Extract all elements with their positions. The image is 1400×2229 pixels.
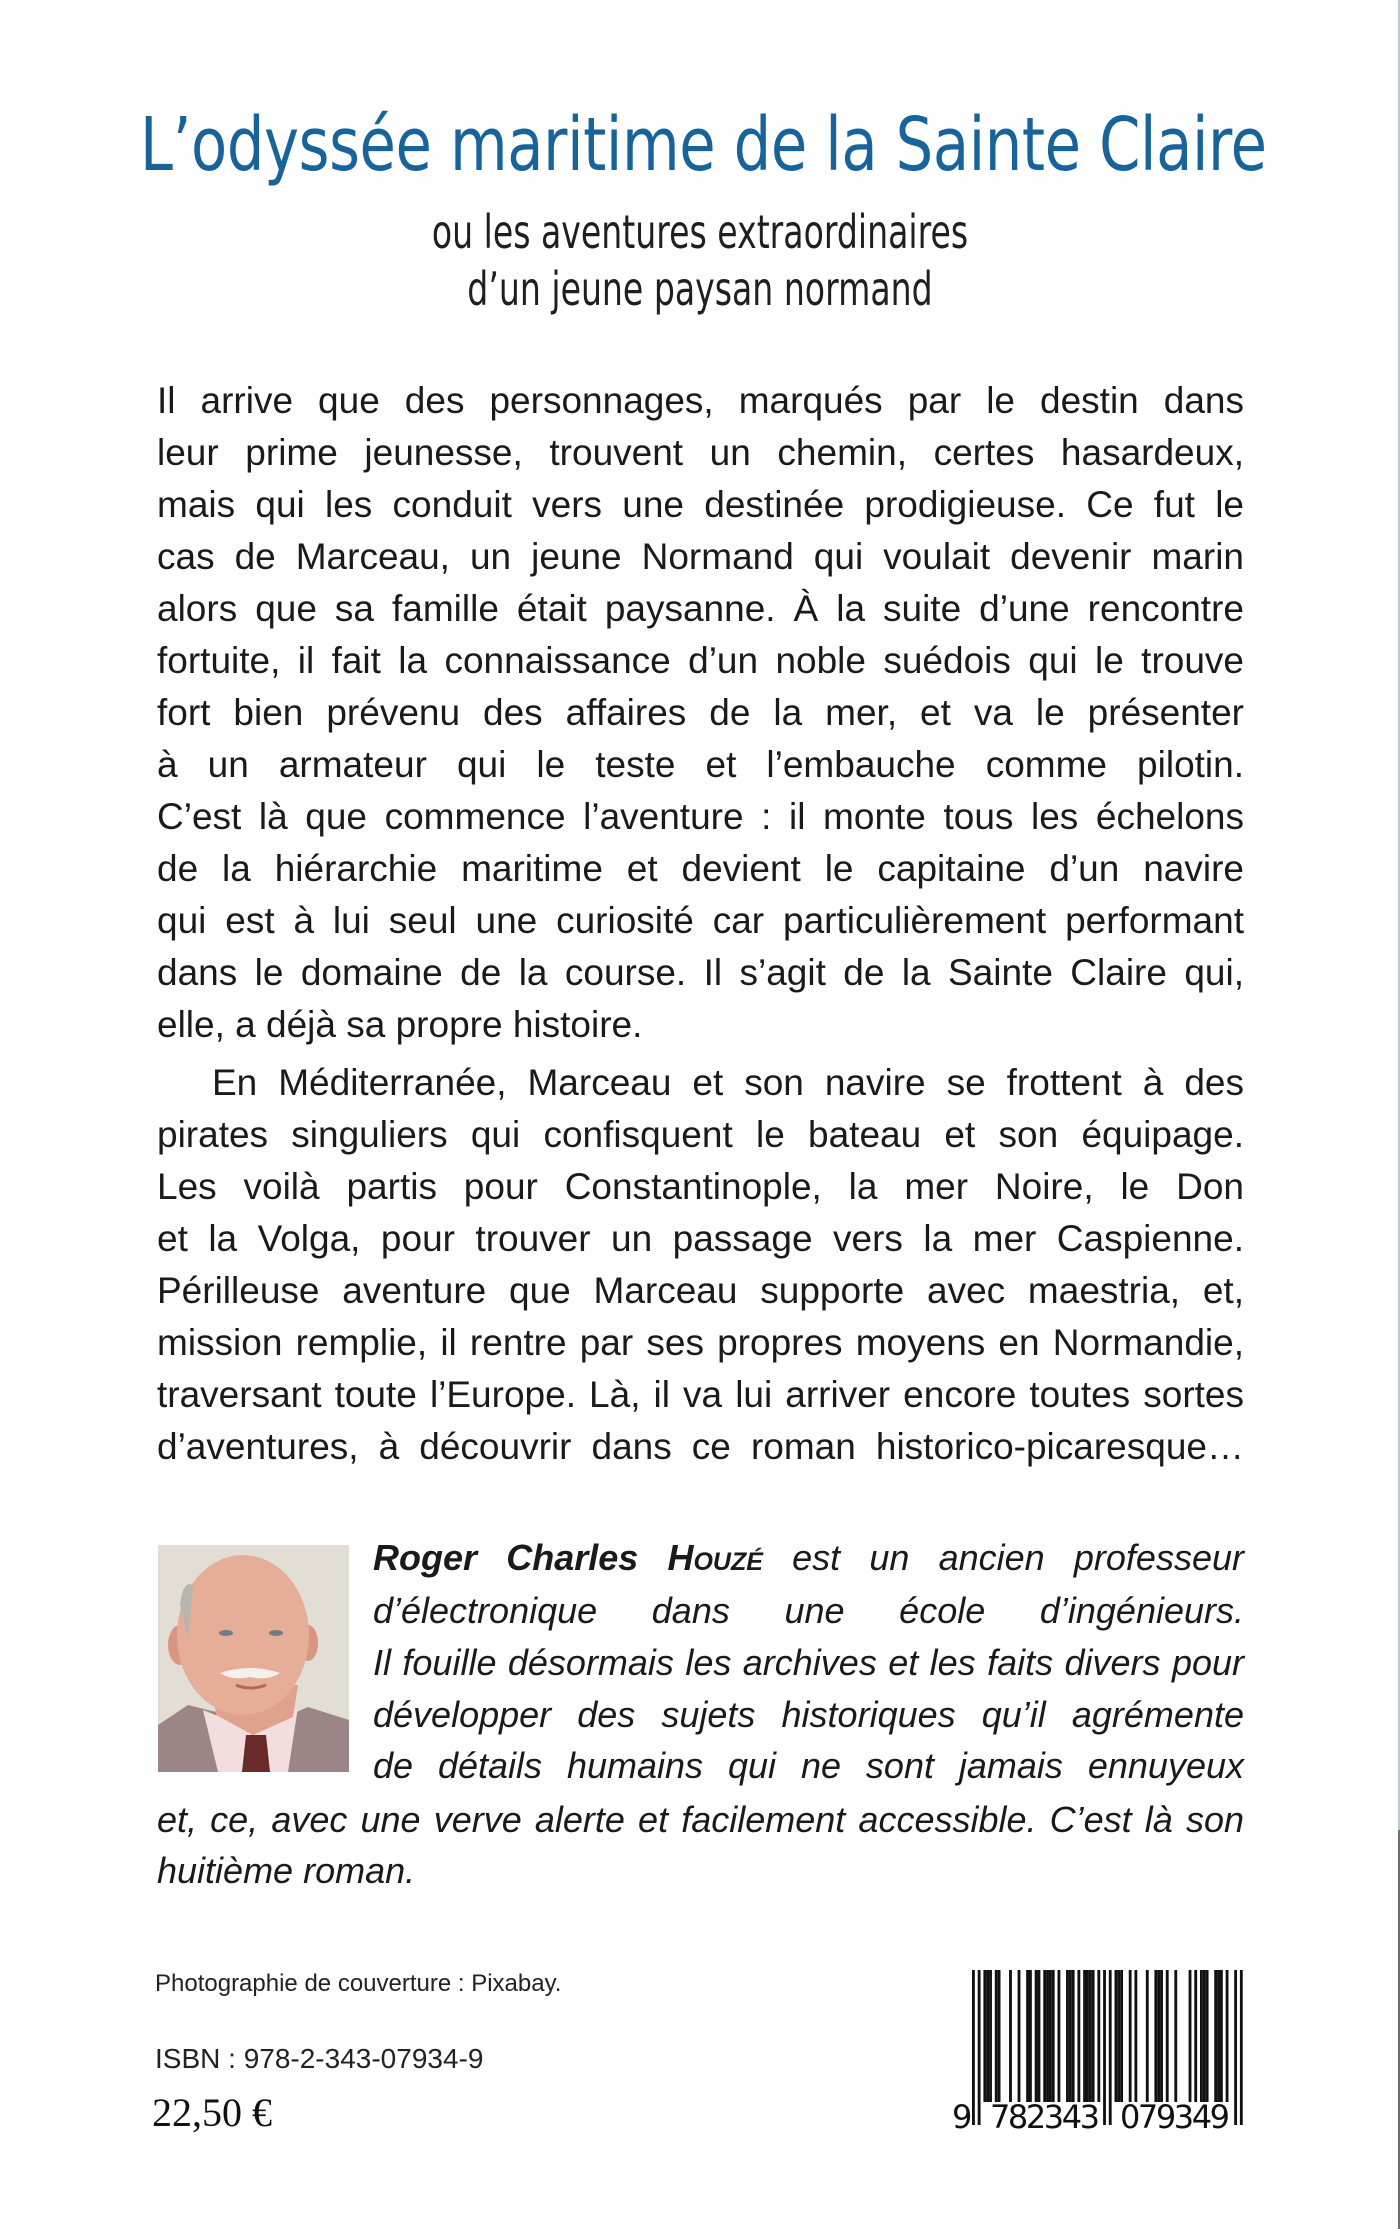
synopsis-line: à un armateur qui le teste et l’embauche comme pilotin. [157,744,1244,785]
author-bio-line: d’électronique dans une école d’ingénieurs. [373,1590,1244,1631]
svg-text:9: 9 [952,2098,973,2136]
author-bio-line: de détails humains qui ne sont jamais ennuyeux [373,1745,1244,1786]
author-name-first: Roger Charles [373,1537,639,1578]
book-title: L’odyssée maritime de la Sainte Claire [140,102,1267,188]
synopsis-line: et la Volga, pour trouver un passage vers la mer Caspienne. [157,1218,1244,1259]
author-photo [158,1545,349,1772]
barcode [950,1965,1250,2140]
price: 22,50 € [152,2090,272,2135]
photo-credit: Photographie de couverture : Pixabay. [155,1970,562,1997]
author-portrait-icon [158,1545,349,1772]
author-bio-line: et, ce, avec une verve alerte et facilement accessible. C’est là son [157,1799,1244,1840]
synopsis-line: Périlleuse aventure que Marceau supporte avec maestria, et, [157,1270,1244,1311]
book-subtitle-line-1: ou les aventures extraordinaires [431,205,969,259]
synopsis-line: Les voilà partis pour Constantinople, la mer Noire, le Don [157,1166,1244,1207]
synopsis-line: traversant toute l’Europe. Là, il va lui arriver encore toutes sortes [157,1374,1244,1415]
synopsis-line: elle, a déjà sa propre histoire. [157,1004,643,1045]
svg-text:079349: 079349 [1120,2098,1230,2136]
author-bio-text: est un ancien professeur [762,1537,1244,1578]
book-subtitle-line-2: d’un jeune paysan normand [467,262,933,316]
synopsis-line: pirates singuliers qui confisquent le bateau et son équipage. [157,1114,1244,1155]
synopsis-line: dans le domaine de la course. Il s’agit de la Sainte Claire qui, [157,952,1244,993]
author-bio-line [373,1532,1244,1584]
synopsis-line: mais qui les conduit vers une destinée prodigieuse. Ce fut le [157,484,1244,525]
synopsis-line: cas de Marceau, un jeune Normand qui voulait devenir marin [157,536,1244,577]
synopsis-line: qui est à lui seul une curiosité car particulièrement performant [157,900,1244,941]
synopsis-line: leur prime jeunesse, trouvent un chemin, certes hasardeux, [157,432,1244,473]
author-name-last: Houzé [667,1537,763,1578]
synopsis-line: En Méditerranée, Marceau et son navire se frottent à des [212,1062,1244,1103]
synopsis-line: de la hiérarchie maritime et devient le capitaine d’un navire [157,848,1244,889]
author-bio-line: Il fouille désormais les archives et les faits divers pour [373,1642,1244,1683]
svg-text:782343: 782343 [990,2098,1100,2136]
author-bio-line: huitième roman. [157,1850,416,1891]
isbn: ISBN : 978-2-343-07934-9 [155,2043,484,2074]
synopsis-line: Il arrive que des personnages, marqués par le destin dans [157,380,1244,421]
synopsis-line: C’est là que commence l’aventure : il monte tous les échelons [157,796,1244,837]
synopsis-line: d’aventures, à découvrir dans ce roman historico-picaresque… [157,1426,1244,1467]
author-bio-line: développer des sujets historiques qu’il agrémente [373,1694,1244,1735]
synopsis-line: fort bien prévenu des affaires de la mer, et va le présenter [157,692,1244,733]
synopsis-line: alors que sa famille était paysanne. À la suite d’une rencontre [157,588,1244,629]
synopsis-line: mission remplie, il rentre par ses propres moyens en Normandie, [157,1322,1244,1363]
barcode-icon [950,1965,1250,2140]
synopsis-line: fortuite, il fait la connaissance d’un noble suédois qui le trouve [157,640,1244,681]
